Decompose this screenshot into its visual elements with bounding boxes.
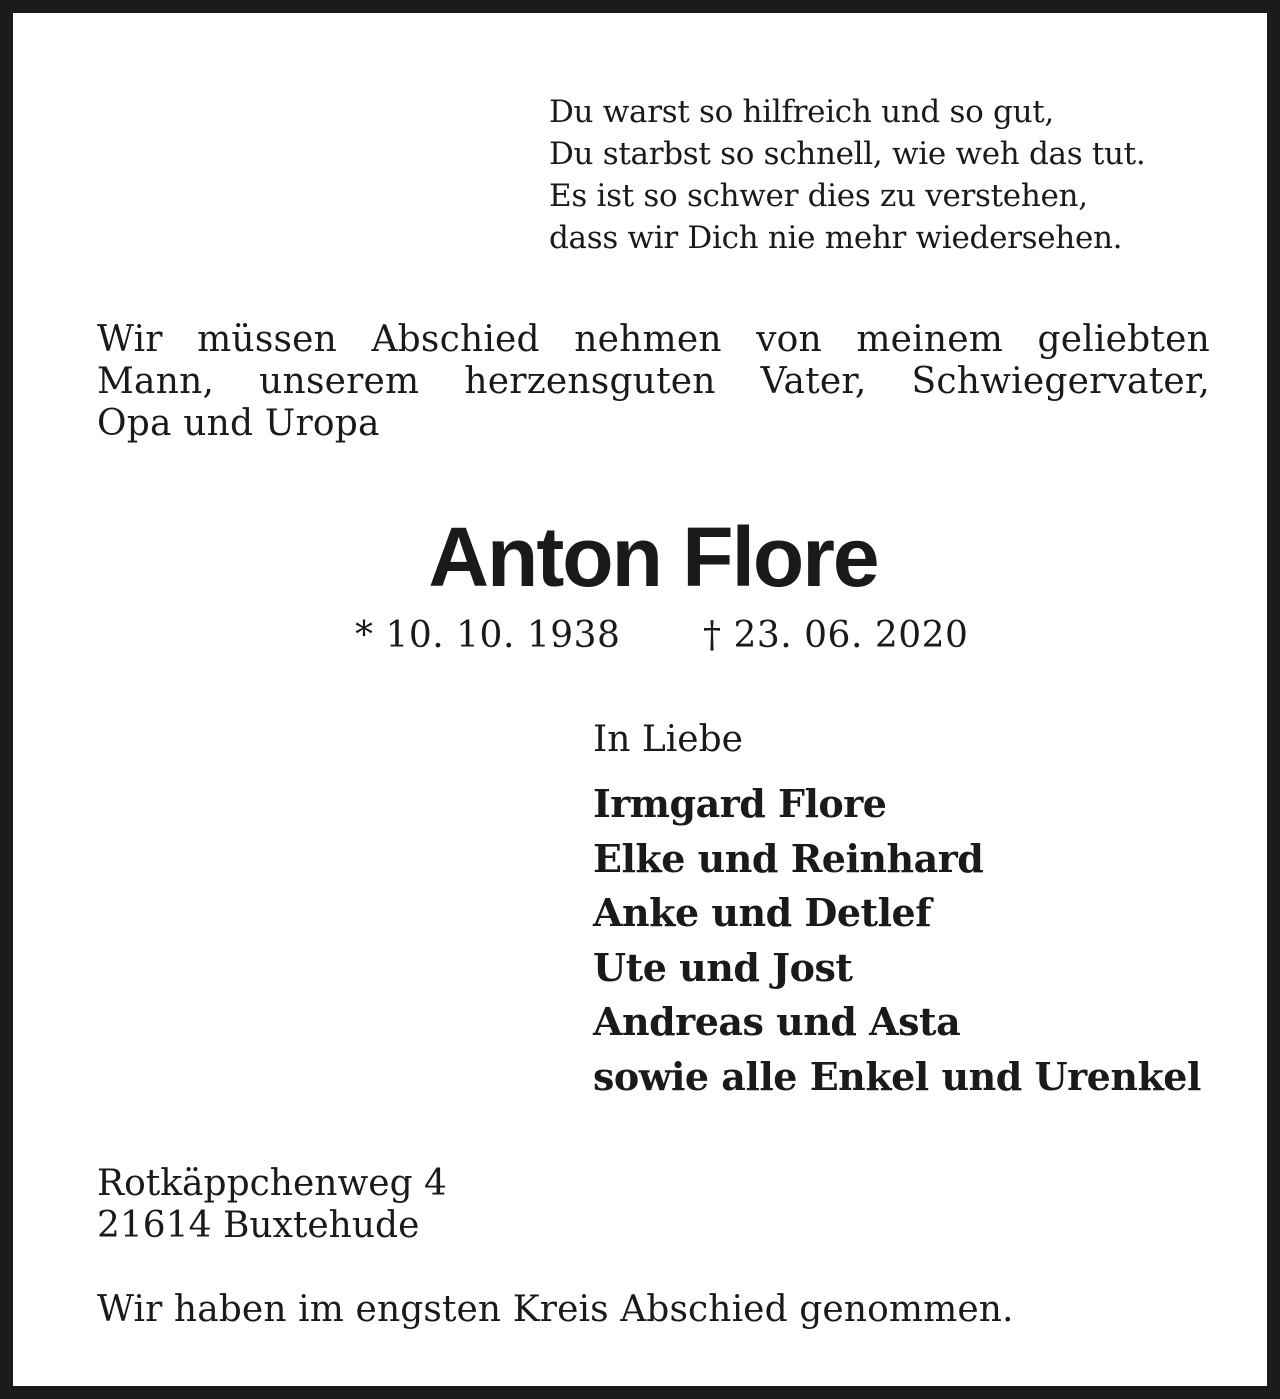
death-date: † 23. 06. 2020: [703, 615, 969, 656]
mourners-list: [593, 777, 1201, 1105]
mourner-name: Ute und Jost: [593, 944, 853, 990]
deceased-name: Anton Flore: [428, 510, 878, 604]
mourner-name: Elke und Reinhard: [593, 835, 984, 881]
poem-line: Du starbst so schnell, wie weh das tut.: [549, 136, 1146, 172]
address-block: [97, 1163, 447, 1247]
mourner-name: Andreas und Asta: [593, 999, 961, 1045]
in-love-heading: In Liebe: [593, 719, 743, 760]
announcement-line: Mann, unserem herzensguten Vater, Schwiegervater,: [97, 361, 1210, 402]
closing-note: Wir haben im engsten Kreis Abschied genommen.: [97, 1289, 1014, 1330]
address-street: Rotkäppchenweg 4: [97, 1163, 447, 1204]
poem-line: Es ist so schwer dies zu verstehen,: [549, 178, 1088, 214]
address-city: 21614 Buxtehude: [97, 1205, 420, 1246]
memorial-poem: [549, 91, 1145, 259]
poem-line: dass wir Dich nie mehr wiedersehen.: [549, 220, 1123, 256]
announcement-line: Wir müssen Abschied nehmen von meinem geliebten: [97, 319, 1210, 360]
announcement-text: [97, 319, 1210, 445]
birth-date: * 10. 10. 1938: [355, 615, 621, 656]
mourner-name: Irmgard Flore: [593, 781, 887, 826]
mourner-name: Anke und Detlef: [593, 890, 932, 936]
poem-line: Du warst so hilfreich und so gut,: [549, 94, 1054, 130]
announcement-line: Opa und Uropa: [97, 403, 380, 444]
mourner-name: sowie alle Enkel und Urenkel: [593, 1053, 1201, 1099]
